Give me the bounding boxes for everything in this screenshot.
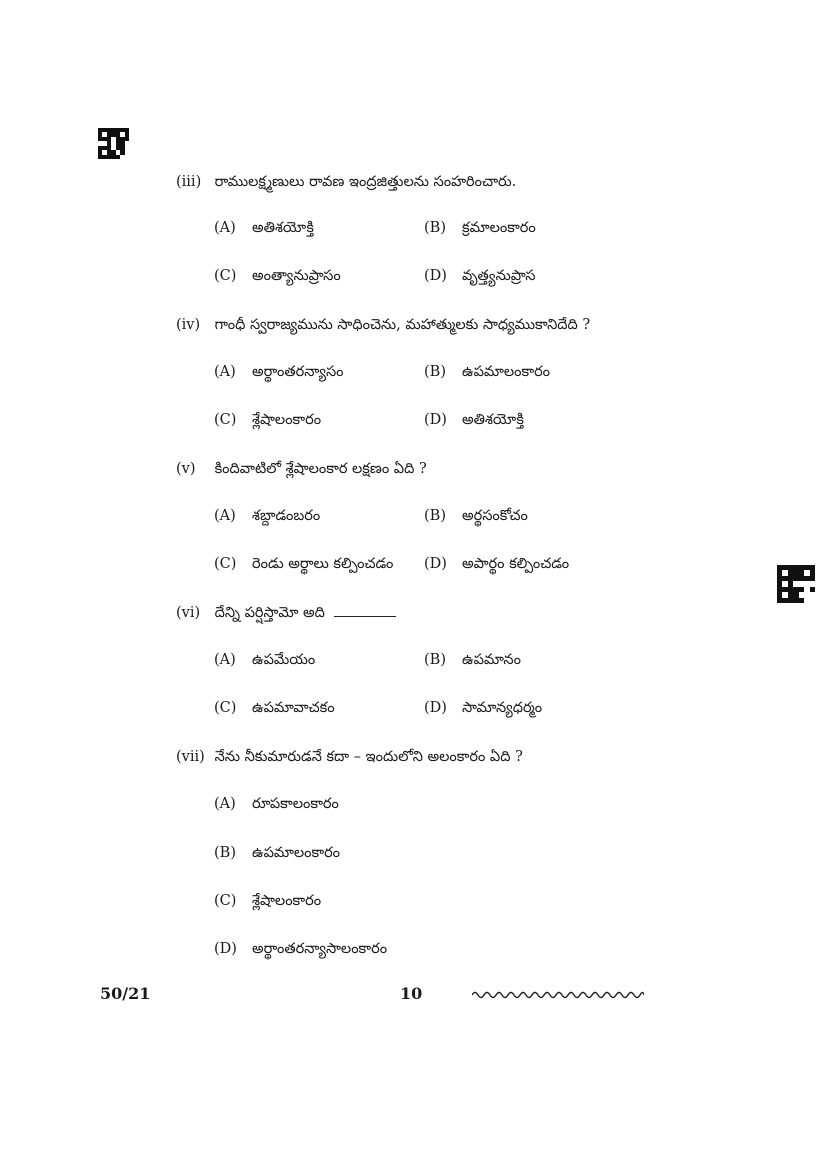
option-b <box>424 508 528 528</box>
question-number: (iii) <box>176 174 202 190</box>
option-text: శ్లేషాలంకారం <box>252 893 322 909</box>
question-iii <box>176 174 516 194</box>
question-vii <box>176 749 523 769</box>
option-b <box>214 845 340 865</box>
option-d <box>424 556 569 576</box>
option-label: (A) <box>214 652 236 668</box>
question-number: (v) <box>176 461 196 477</box>
option-b <box>424 652 521 672</box>
option-label: (B) <box>424 220 446 236</box>
option-text: అతిశయోక్తి <box>462 412 524 428</box>
option-text: శబ్దాడంబరం <box>252 508 321 524</box>
question-text: రాములక్ష్మణులు రావణ ఇంద్రజిత్తులను సంహరించారు. <box>214 174 517 190</box>
option-label: (D) <box>424 700 447 716</box>
option-text: వృత్త్యనుప్రాస <box>462 268 536 284</box>
option-c <box>214 268 341 288</box>
wavy-line <box>472 993 644 998</box>
option-c <box>214 556 393 576</box>
option-text: రెండు అర్థాలు కల్పించడం <box>252 556 394 572</box>
qr-code-right <box>777 565 815 603</box>
question-text: కిందివాటిలో శ్లేషాలంకార లక్షణం ఏది ? <box>214 461 427 477</box>
option-a <box>214 652 315 672</box>
option-label: (B) <box>424 364 446 380</box>
option-c <box>214 412 321 432</box>
option-text: అర్థాంతరన్యాసం <box>252 364 344 380</box>
option-label: (A) <box>214 796 236 812</box>
option-label: (B) <box>424 652 446 668</box>
question-v <box>176 461 427 481</box>
question-iv <box>176 317 590 337</box>
option-text: అపార్థం కల్పించడం <box>462 556 570 572</box>
option-text: అర్థసంకోచం <box>462 508 528 524</box>
option-text: క్రమాలంకారం <box>462 220 536 236</box>
option-label: (D) <box>424 556 447 572</box>
option-a <box>214 508 320 528</box>
option-text: రూపకాలంకారం <box>252 796 339 812</box>
option-label: (C) <box>214 893 237 909</box>
option-text: సామాన్యధర్మం <box>462 700 543 716</box>
option-c <box>214 700 335 720</box>
paper-code: 50/21 <box>100 984 151 1003</box>
option-label: (A) <box>214 364 236 380</box>
option-text: ఉపమానం <box>462 652 521 668</box>
wavy-line-decoration <box>472 988 644 1002</box>
page-number: 10 <box>400 984 423 1003</box>
question-vi <box>176 605 396 625</box>
option-label: (C) <box>214 556 237 572</box>
question-text: గాంధీ స్వరాజ్యమును సాధించెను, మహాత్ములకు సాధ్యముకానిదేది ? <box>214 317 591 333</box>
option-a <box>214 364 344 384</box>
question-text: నేను నీకుమారుడనే కదా – ఇందులోని అలంకారం ఏది ? <box>214 749 523 765</box>
option-b <box>424 364 550 384</box>
question-number: (vii) <box>176 749 205 765</box>
question-number: (iv) <box>176 317 201 333</box>
option-label: (D) <box>424 268 447 284</box>
option-label: (A) <box>214 220 236 236</box>
option-d <box>424 700 542 720</box>
option-label: (C) <box>214 268 237 284</box>
question-number: (vi) <box>176 605 201 621</box>
option-text: ఉపమావాచకం <box>252 700 335 716</box>
option-text: శ్లేషాలంకారం <box>252 412 322 428</box>
option-d <box>424 412 524 432</box>
option-label: (D) <box>424 412 447 428</box>
option-text: ఉపమేయం <box>252 652 316 668</box>
qr-code-top <box>98 128 129 159</box>
option-label: (C) <box>214 412 237 428</box>
option-d <box>424 268 535 288</box>
option-d <box>214 941 387 961</box>
option-text: అతిశయోక్తి <box>252 220 314 236</box>
option-label: (A) <box>214 508 236 524</box>
option-label: (B) <box>424 508 446 524</box>
option-label: (D) <box>214 941 237 957</box>
option-label: (B) <box>214 845 236 861</box>
option-label: (C) <box>214 700 237 716</box>
option-text: అర్థాంతరన్యాసాలంకారం <box>252 941 388 957</box>
option-text: అంత్యానుప్రాసం <box>252 268 341 284</box>
option-text: ఉపమాలంకారం <box>462 364 551 380</box>
option-b <box>424 220 536 240</box>
option-a <box>214 796 339 816</box>
option-a <box>214 220 314 240</box>
answer-blank <box>334 606 396 617</box>
option-c <box>214 893 321 913</box>
option-text: ఉపమాలంకారం <box>252 845 341 861</box>
question-text: దేన్ని పర్షిస్తామో అది <box>214 605 325 621</box>
